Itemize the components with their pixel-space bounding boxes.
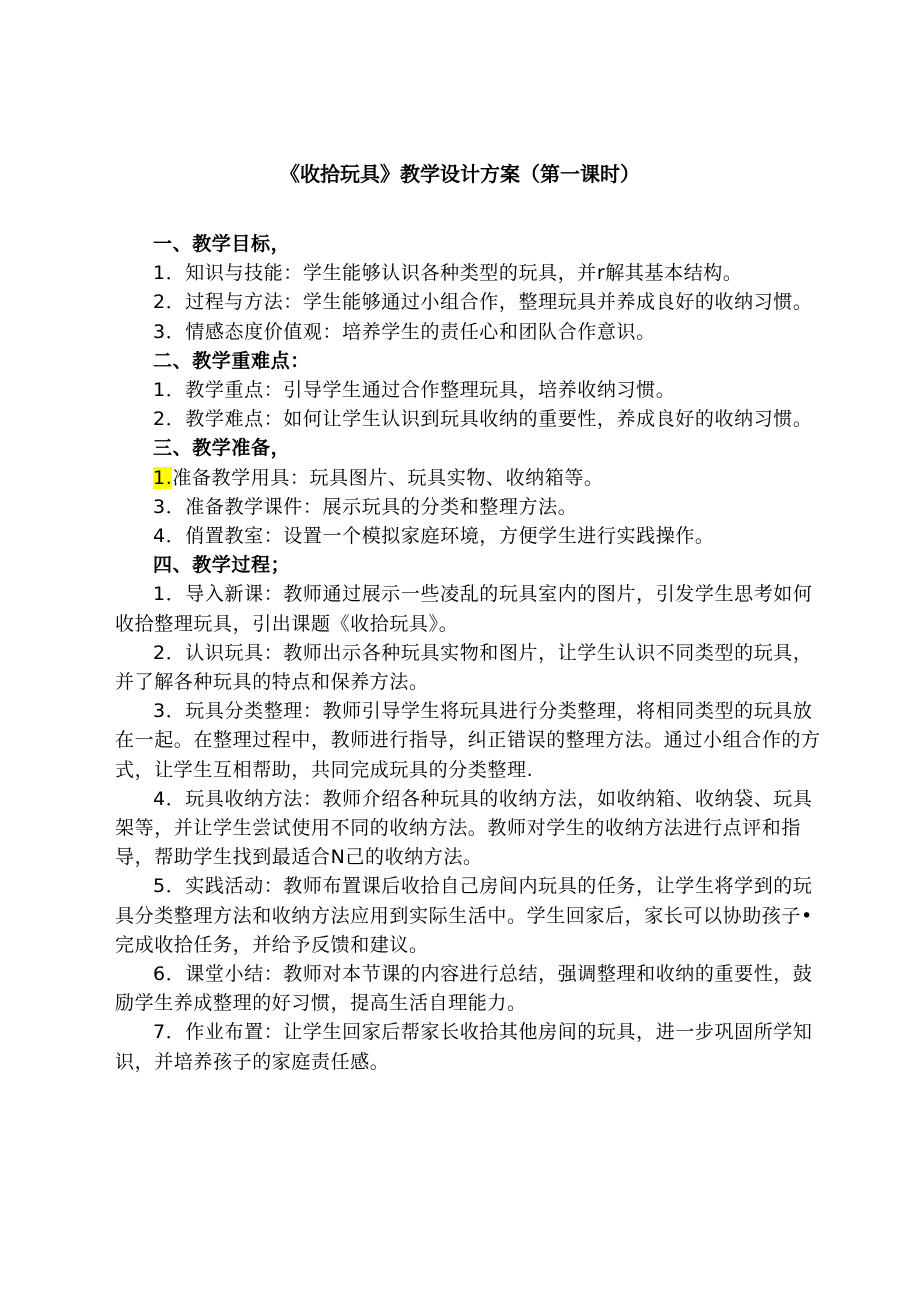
paragraph: 4．俏置教室：设置一个模拟家庭环境，方便学生进行实践操作。 [153,525,715,548]
paragraph: 6．课堂小结：教师对本节课的内容进行总结，强调整理和收纳的重要性，鼓励学生养成整理的好习惯，提高生活自理能力。 [115,963,813,1015]
paragraph-text: 准备教学用具：玩具图片、玩具实物、收纳箱等。 [172,466,604,489]
section-heading-process: 四、教学过程； [153,554,291,577]
paragraph: 2．过程与方法：学生能够通过小组合作，整理玩具并养成良好的收纳习惯。 [153,291,813,314]
document-title: 《收拾玩具》教学设计方案（第一课时） [280,162,640,186]
paragraph: 4．玩具收纳方法：教师介绍各种玩具的收纳方法，如收纳箱、收纳袋、玩具架等，并让学生尝试使用不同的收纳方法。教师对学生的收纳方法进行点评和指导，帮助学生找到最适合N己的收纳方法。 [115,787,813,869]
paragraph: 1．知识与技能：学生能够认识各种类型的玩具，并r解其基本结构。 [153,262,743,285]
paragraph: 3．玩具分类整理：教师引导学生将玩具进行分类整理，将相同类型的玩具放在一起。在整理过程中，教师进行指导，纠正错误的整理方法。通过小组合作的方式，让学生互相帮助，共同完成玩具的分类整理. [115,700,821,781]
paragraph: 3．准备教学课件：展示玩具的分类和整理方法。 [153,495,578,518]
paragraph: 1．导入新课：教师通过展示一些凌乱的玩具室内的图片，引发学生思考如何收拾整理玩具，引出课题《收拾玩具》。 [115,583,813,635]
document-body [115,230,830,1077]
highlighted-number: 1. [153,466,173,489]
paragraph: 2．认识玩具：教师出示各种玩具实物和图片，让学生认识不同类型的玩具，并了解各种玩具的特点和保养方法。 [115,641,813,694]
paragraph: 7．作业布置：让学生回家后帮家长收拾其他房间的玩具，进一步巩固所学知识，并培养孩子的家庭责任感。 [115,1021,813,1073]
paragraph [115,464,830,493]
section-heading-preparation: 三、教学准备， [153,437,291,460]
paragraph: 5．实践活动：教师布置课后收拾自己房间内玩具的任务，让学生将学到的玩具分类整理方法和收纳方法应用到实际生活中。学生回家后，家长可以协助孩子•完成收拾任务，并给予反馈和建议。 [115,875,813,956]
section-heading-objectives: 一、教学目标， [153,233,291,255]
paragraph: 3．情感态度价值观：培养学生的责任心和团队合作意识。 [153,320,656,343]
section-heading-key-points: 二、教学重难点： [153,349,310,372]
paragraph: 2．教学难点：如何让学生认识到玩具收纳的重要性，养成良好的收纳习惯。 [153,408,813,431]
paragraph: 1．教学重点：引导学生通过合作整理玩具，培养收纳习惯。 [153,379,676,402]
